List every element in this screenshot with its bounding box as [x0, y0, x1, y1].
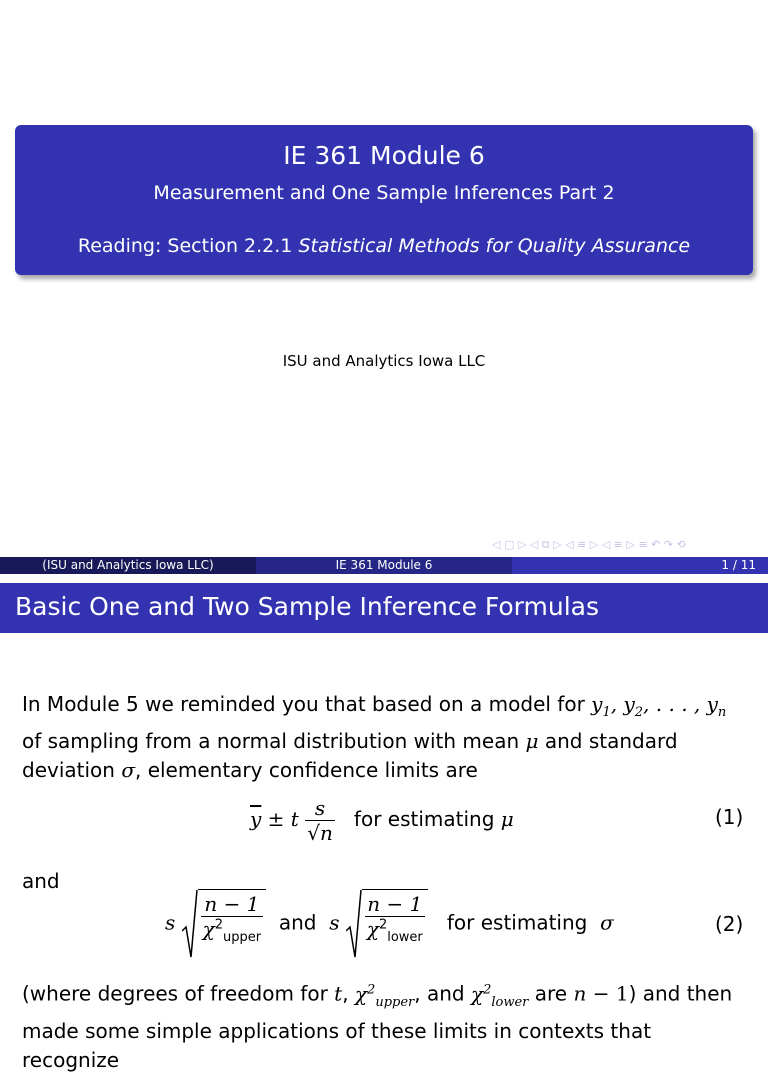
n-symbol: n [319, 821, 333, 845]
radicand-upper [198, 889, 267, 959]
eq1-description: for estimating [353, 807, 501, 831]
para1-text-4: , elementary confidence limits are [134, 758, 478, 782]
radical-sign-icon [182, 889, 198, 959]
sqrt-lower [346, 889, 428, 959]
fraction-upper [201, 892, 264, 945]
plus-minus: ± [261, 807, 291, 831]
fraction-s-over-root-n [305, 796, 335, 845]
chi-lower-inline: $\chi^2_{lower}$ [470, 981, 529, 1010]
t-symbol: t [290, 807, 299, 831]
s-symbol-1: s [165, 910, 176, 935]
chi-symbol: χ [366, 917, 379, 941]
chi-symbol: χ [202, 917, 215, 941]
chi-sup: 2 [214, 917, 224, 933]
slide-footline [0, 557, 768, 574]
beamer-navigation-icons[interactable]: ◁ ▢ ▷ ◁ ⧉ ▷ ◁ ≡ ▷ ◁ ≡ ▷ ≡ ↶ ↷ ⟲ [492, 538, 686, 551]
eq2-parameter: σ [600, 910, 614, 935]
lower-numerator: n − 1 [365, 892, 425, 917]
para2-text-2: , and [414, 981, 471, 1006]
sample-sequence-math: $y_1$, $y_2$, . . . , $y_n$ [591, 692, 727, 720]
fraction-numerator: s [305, 796, 335, 821]
equation-1-number: (1) [715, 805, 744, 829]
footline-title: IE 361 Module 6 [256, 557, 512, 574]
sigma-symbol: σ [121, 758, 135, 782]
equation-1 [250, 796, 514, 845]
s-symbol-2: s [329, 910, 340, 935]
mu-symbol: μ [525, 729, 539, 753]
fraction-denominator: √n [307, 821, 333, 845]
para1-text-1: In Module 5 we reminded you that based on a model for [22, 692, 592, 716]
reading-book-title: Statistical Methods for Quality Assurance [298, 235, 691, 257]
chi-upper-inline: $\chi^2_{upper}$ [354, 981, 415, 1010]
upper-denominator [201, 917, 264, 945]
frame-title: Basic One and Two Sample Inference Formulas [15, 592, 600, 621]
reading-prefix: Reading: Section 2.2.1 [77, 235, 299, 257]
sqrt-upper [182, 889, 267, 959]
and-word: and [278, 910, 317, 935]
para2-text-4: ) and then made some simple applications of these limits in contexts that recognize [22, 981, 733, 1072]
presentation-subtitle: Measurement and One Sample Inferences Part 2 [153, 182, 615, 204]
fraction-lower [365, 892, 425, 945]
footline-page [512, 557, 768, 574]
para2-text-1: (where degrees of freedom for [22, 981, 335, 1006]
chi-sup: 2 [378, 917, 388, 933]
chi-sub-lower: lower [387, 930, 423, 945]
title-box [15, 125, 753, 275]
ybar-symbol: $\overline{y}$ [250, 807, 262, 831]
equation-2-number: (2) [715, 912, 744, 936]
footline-author: (ISU and Analytics Iowa LLC) [0, 557, 256, 574]
eq2-description: for estimating [446, 910, 594, 935]
and-connector: and [22, 869, 60, 893]
paragraph-intro [22, 690, 748, 785]
para2-text-3: are [528, 981, 574, 1006]
author-line: ISU and Analytics Iowa LLC [282, 352, 486, 370]
page-number: 1 / 11 [721, 558, 756, 572]
equation-2 [165, 889, 614, 959]
chi-sub-upper: upper [223, 930, 262, 945]
minus-one: − 1 [586, 981, 629, 1006]
frame-title-bar [0, 583, 768, 633]
eq1-parameter: μ [500, 807, 514, 831]
n-minus-1-inline: n [573, 981, 587, 1006]
radical-sign-icon [346, 889, 362, 959]
para1-text-2: of sampling from a normal distribution with mean [22, 729, 526, 753]
presentation-title: IE 361 Module 6 [283, 141, 485, 170]
upper-numerator: n − 1 [201, 892, 264, 917]
radicand-lower [362, 889, 428, 959]
para1-text-3: and standard deviation [22, 729, 678, 782]
reading-assignment [15, 235, 753, 257]
t-symbol-inline: t [334, 981, 343, 1006]
lower-denominator [365, 917, 425, 945]
paragraph-degrees-freedom: (where degrees of freedom for t, $\chi^2_{upper}$, and $\chi^2_{lower}$ are n − 1) and then made some simple applications of these limits in contexts that recognize [22, 981, 733, 1072]
